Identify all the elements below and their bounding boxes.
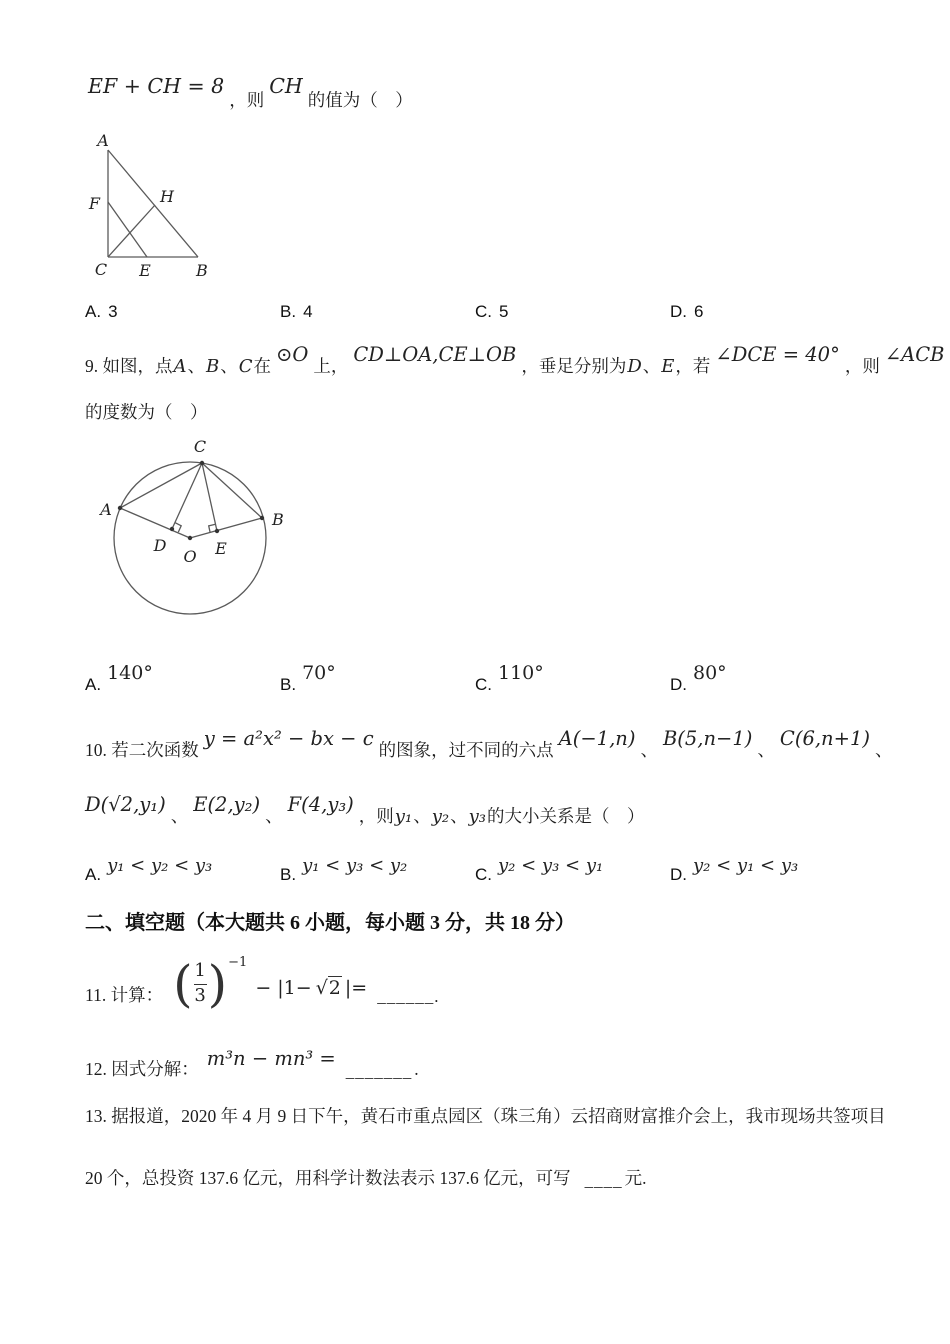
math-var: B — [206, 356, 220, 377]
option-value: 110° — [498, 662, 544, 684]
stem-text: 、 — [640, 740, 658, 760]
option-b — [280, 652, 336, 707]
question-11-label: 11. 计算： — [85, 984, 164, 1005]
question-13-line2 — [85, 1158, 647, 1201]
answer-blank: ____ — [584, 1171, 623, 1190]
option-a — [85, 294, 118, 331]
option-letter: A. — [85, 865, 102, 884]
math-point: D(√2,y₁) — [85, 793, 166, 816]
option-a — [85, 844, 212, 898]
fraction-denominator: 3 — [194, 985, 206, 1006]
point-label-e: E — [139, 261, 151, 280]
math-expression: |= — [344, 977, 368, 999]
stem-text: 、 — [450, 806, 468, 826]
stem-text: 、 — [170, 806, 189, 826]
option-letter: B. — [280, 865, 297, 884]
option-letter: D. — [670, 675, 687, 694]
center-label-o: O — [183, 547, 197, 566]
option-b — [280, 294, 313, 331]
stem-text: 元. — [624, 1168, 647, 1188]
option-value: 3 — [108, 302, 118, 321]
option-b — [280, 844, 407, 898]
math-expression: CD⊥OA,CE⊥OB — [353, 343, 517, 366]
triangle-lines — [108, 150, 198, 257]
stem-text: 、 — [757, 740, 775, 760]
fraction-one-third — [194, 962, 207, 1006]
math-expression: ∠DCE = 40° — [715, 343, 840, 366]
question-12-label: 12. 因式分解： — [85, 1059, 199, 1079]
vertex-label-b: B — [196, 261, 208, 280]
question-13-line1: 13. 据报道，2020 年 4 月 9 日下午，黄石市重点园区（珠三角）云招商财富推介会上，我市现场共签项目 — [85, 1106, 886, 1126]
option-d — [670, 844, 798, 898]
stem-text: 、 — [642, 356, 661, 376]
option-letter: A. — [85, 302, 102, 321]
period: . — [434, 987, 439, 1006]
math-expression: − |1− — [255, 977, 312, 999]
option-letter: A. — [85, 675, 102, 694]
question-10-stem-line2 — [85, 780, 644, 843]
math-var: C — [238, 356, 253, 377]
option-letter: B. — [280, 302, 297, 321]
option-value: 140° — [107, 662, 153, 684]
stem-text: 9. 如图，点 — [85, 356, 173, 376]
option-value: y₂ < y₁ < y₃ — [693, 855, 799, 876]
question-8-stem-line — [88, 64, 413, 124]
option-value: 5 — [499, 302, 509, 321]
point-label-a: A — [100, 500, 112, 519]
math-point: C(6,n+1) — [779, 727, 870, 750]
circle-figure — [90, 428, 310, 628]
stem-text: ，则 — [358, 806, 394, 826]
option-value: 6 — [694, 302, 704, 321]
stem-text: 的值为（ ） — [307, 90, 413, 110]
option-a — [85, 652, 153, 707]
exponent: −1 — [228, 954, 248, 970]
math-expression: y = a²x² − bx − c — [203, 727, 374, 750]
math-var: y₁ — [394, 806, 413, 827]
question-12-row — [85, 1036, 419, 1095]
stem-text: 的大小关系是（ ） — [486, 806, 645, 826]
option-letter: C. — [475, 865, 492, 884]
option-c — [475, 844, 603, 898]
stem-text: 、 — [413, 806, 431, 826]
stem-text: 、 — [874, 740, 893, 760]
right-paren: ) — [207, 954, 228, 1013]
option-c — [475, 652, 544, 707]
fraction-numerator: 1 — [194, 960, 206, 982]
option-letter: C. — [475, 302, 492, 321]
stem-text: 10. 若二次函数 — [85, 740, 199, 760]
math-expression: m³n − mn³ = — [206, 1047, 336, 1070]
point-label-e: E — [215, 539, 227, 558]
math-var: E — [661, 356, 675, 377]
math-var: A — [173, 356, 187, 377]
stem-text: 20 个，总投资 137.6 亿元，用科学计数法表示 137.6 亿元，可写 — [85, 1168, 571, 1188]
stem-text: ，若 — [675, 356, 711, 376]
math-expression: ∠ACB — [884, 343, 945, 366]
math-expression: EF + CH = 8 — [88, 74, 225, 98]
option-value: y₁ < y₃ < y₂ — [302, 855, 408, 876]
math-point: E(2,y₂) — [193, 793, 261, 816]
option-c — [475, 294, 508, 331]
question-9-stem-line2: 的度数为（ ） — [85, 402, 208, 422]
option-value: 70° — [302, 662, 336, 684]
point-label-h: H — [160, 187, 174, 206]
math-var: y₂ — [431, 806, 450, 827]
period: . — [414, 1059, 419, 1079]
math-expression: ⊙O — [276, 343, 309, 366]
option-letter: D. — [670, 302, 687, 321]
stem-text: 的图象，过不同的六点 — [378, 740, 554, 760]
stem-text: 上， — [313, 356, 349, 376]
stem-text: ，则 — [229, 90, 265, 110]
option-d — [670, 294, 703, 331]
radicand: 2 — [328, 977, 341, 999]
question-10-stem-line1 — [85, 714, 892, 777]
option-value: y₂ < y₃ < y₁ — [498, 855, 604, 876]
question-9-stem-line1 — [85, 332, 950, 391]
option-letter: C. — [475, 675, 492, 694]
math-point: A(−1,n) — [558, 727, 636, 750]
option-d — [670, 652, 727, 707]
stem-text: 在 — [253, 356, 272, 376]
triangle-figure — [70, 132, 250, 292]
answer-blank: ______ — [377, 987, 435, 1006]
option-letter: D. — [670, 865, 687, 884]
stem-text: 、 — [187, 356, 205, 376]
point-label-b: B — [272, 510, 284, 529]
math-var: D — [627, 356, 642, 377]
point-label-d: D — [153, 536, 167, 555]
left-paren: ( — [173, 954, 193, 1013]
option-value: y₁ < y₂ < y₃ — [107, 855, 213, 876]
math-expression: CH — [269, 74, 303, 98]
point-label-f: F — [88, 194, 100, 213]
answer-blank: _______ — [345, 1062, 413, 1081]
math-point: F(4,y₃) — [287, 793, 354, 816]
stem-text: 、 — [220, 356, 238, 376]
sqrt-expression — [316, 977, 342, 999]
stem-text: 、 — [265, 806, 283, 826]
math-point: B(5,n−1) — [662, 727, 753, 750]
math-var: y₃ — [468, 806, 486, 827]
vertex-label-a: A — [97, 132, 109, 150]
vertex-label-c: C — [94, 260, 108, 279]
stem-text: ，则 — [844, 356, 880, 376]
section-2-heading: 二、填空题（本大题共 6 小题，每小题 3 分，共 18 分） — [85, 912, 575, 934]
option-value: 4 — [303, 302, 313, 321]
question-11-row — [85, 948, 438, 1020]
option-letter: B. — [280, 675, 297, 694]
point-label-c: C — [193, 437, 207, 456]
radical-sign: √ — [315, 977, 328, 999]
stem-text: ，垂足分别为 — [521, 356, 627, 376]
option-value: 80° — [693, 662, 727, 684]
